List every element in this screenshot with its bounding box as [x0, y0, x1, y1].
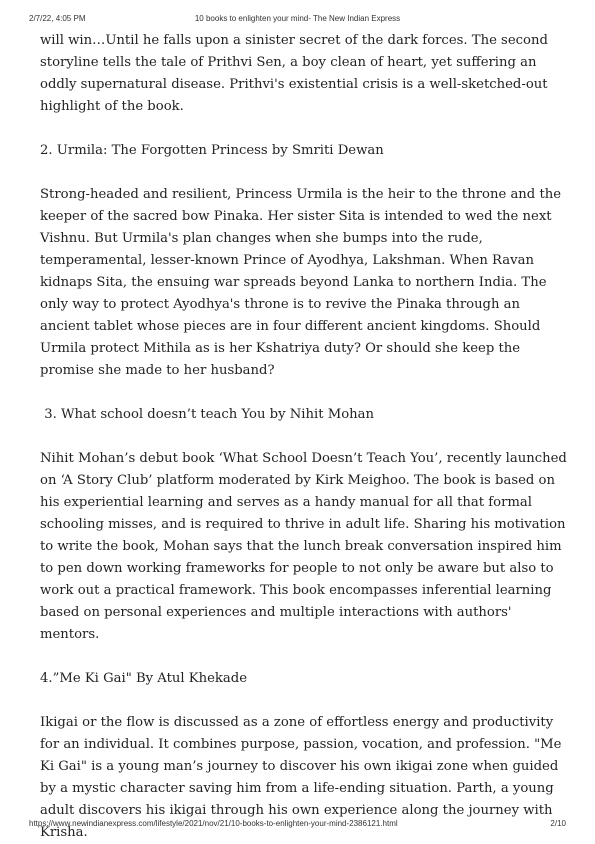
page-number: 2/10 — [550, 819, 566, 828]
book-heading-2: 2. Urmila: The Forgotten Princess by Smriti Dewan — [40, 143, 384, 158]
footer-url: https://www.newindianexpress.com/lifestyle/2021/nov/21/10-books-to-enlighten-your-mind-2386121.html — [29, 819, 398, 828]
paragraph-3: Nihit Mohan’s debut book ‘What School Doesn’t Teach You’, recently launched on ‘A Story Club’ platform moderated by Kirk Meighoo. The book is based on his experiential learning and serves as a handy manual for all that formal schooling misses, and is required to thrive in adult life. Sharing his motivation to write the book, Mohan says that the lunch break conversation inspired him to pen down working frameworks for people to not only be aware but also to work out a practical framework. This book encompasses inferential learning based on personal experiences and multiple interactions with authors' mentors. — [40, 451, 567, 642]
article-body — [40, 30, 571, 844]
book-heading-3: 3. What school doesn’t teach You by Nihit Mohan — [40, 407, 374, 422]
print-datetime: 2/7/22, 4:05 PM — [29, 14, 86, 23]
page-title: 10 books to enlighten your mind- The New Indian Express — [194, 14, 401, 23]
paragraph-1: will win…Until he falls upon a sinister secret of the dark forces. The second storyline tells the tale of Prithvi Sen, a boy clean of heart, yet suffering an oddly supernatural disease. Prithvi's existential crisis is a well-sketched-out highlight of the book. — [40, 33, 548, 114]
paragraph-4: Ikigai or the flow is discussed as a zone of effortless energy and productivity for an individual. It combines purpose, passion, vocation, and profession. "Me Ki Gai" is a young man’s journey to discover his own ikigai zone when guided by a mystic character saving him from a life-ending situation. Parth, a young adult discovers his ikigai through his own experience along the journey with Krisha. — [40, 715, 562, 840]
paragraph-2: Strong-headed and resilient, Princess Urmila is the heir to the throne and the keeper of the sacred bow Pinaka. Her sister Sita is intended to wed the next Vishnu. But Urmila's plan changes when she bumps into the rude, temperamental, lesser-known Prince of Ayodhya, Lakshman. When Ravan kidnaps Sita, the ensuing war spreads beyond Lanka to northern India. The only way to protect Ayodhya's throne is to revive the Pinaka through an ancient tablet whose pieces are in four different ancient kingdoms. Should Urmila protect Mithila as is her Kshatriya duty? Or should she keep the promise she made to her husband? — [40, 187, 562, 378]
book-heading-4: 4.”Me Ki Gai" By Atul Khekade — [40, 671, 248, 686]
